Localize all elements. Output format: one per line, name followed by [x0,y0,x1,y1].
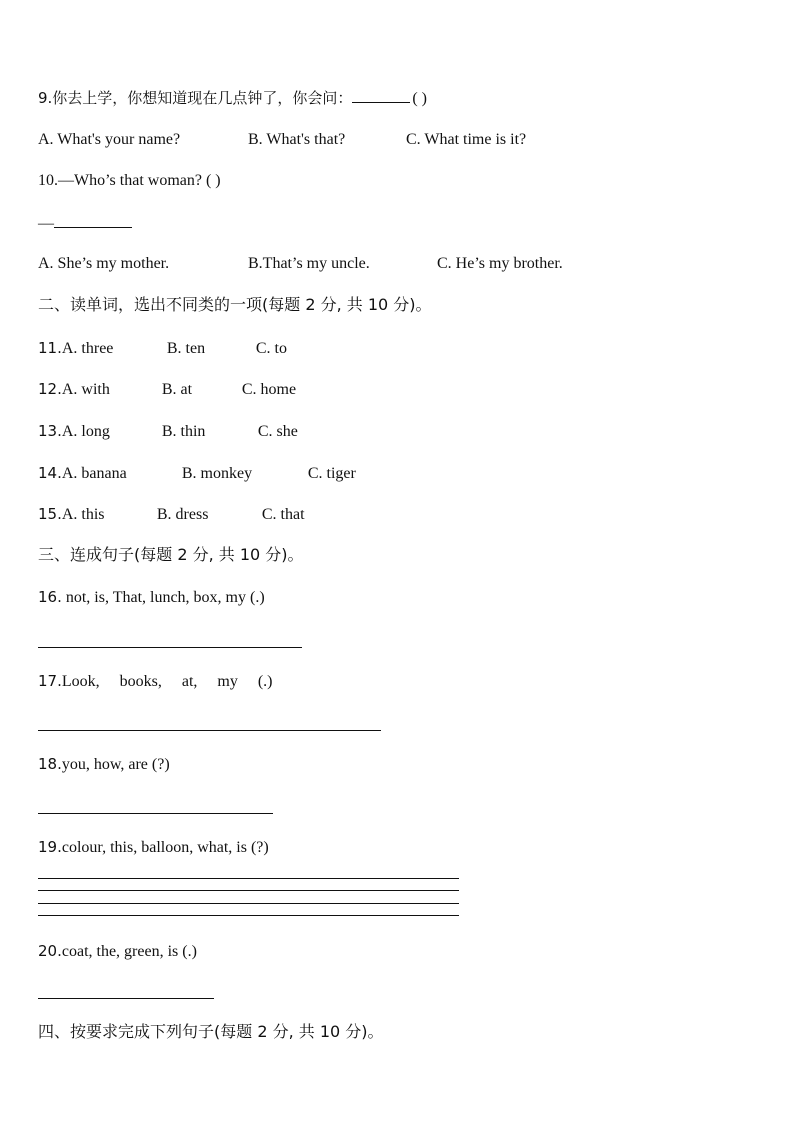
question-number: 15. [38,505,62,523]
answer-line[interactable] [38,730,381,731]
question-16 [38,587,265,608]
question-10 [38,171,221,191]
question-17 [38,671,273,692]
option-a: A. this [61,506,105,523]
question-13 [38,421,298,442]
question-number: 18. [38,755,62,773]
question-words: you, how, are (?) [61,756,170,773]
question-words: colour, this, balloon, what, is (?) [61,839,269,856]
answer-blank[interactable] [352,88,410,103]
section-2-heading: 二、读单词，选出不同类的一项(每题 2 分, 共 10 分)。 [38,295,432,314]
answer-line[interactable] [38,915,459,916]
option-b: B. ten [166,340,206,357]
question-number: 11. [38,339,62,357]
option-c: C. What time is it? [406,131,527,148]
dash: — [38,215,54,232]
option-a: A. with [61,381,110,398]
option-c: C. home [241,381,297,398]
question-words: coat, the, green, is (.) [61,943,197,960]
option-a: A. What's your name? [38,131,181,148]
option-a: A. She’s my mother. [38,255,170,272]
option-c: C. that [261,506,305,523]
question-18 [38,754,170,775]
option-c: C. she [257,423,298,440]
question-9 [38,88,427,109]
question-12 [38,379,296,400]
option-b: B. What's that? [248,131,346,148]
option-b: B. monkey [181,465,253,482]
question-number: 19. [38,838,62,856]
answer-line[interactable] [38,903,459,904]
answer-line[interactable] [38,998,214,999]
answer-line[interactable] [38,813,273,814]
question-14 [38,463,356,484]
option-c: C. to [255,340,287,357]
question-15 [38,504,305,525]
question-number: 14. [38,464,62,482]
question-words: Look, books, at, my (.) [61,673,273,690]
question-9-prompt: 9.你去上学，你想知道现在几点钟了，你会问： [38,89,353,107]
option-a: A. three [61,340,114,357]
option-a: A. banana [61,465,127,482]
section-4-heading: 四、按要求完成下列句子(每题 2 分, 共 10 分)。 [38,1022,384,1041]
question-20 [38,941,197,962]
answer-line[interactable] [38,647,302,648]
option-c: C. tiger [307,465,356,482]
option-b: B. dress [156,506,209,523]
question-number: 13. [38,422,62,440]
question-10-prompt: 10.—Who’s that woman? ( ) [38,172,221,189]
option-b: B. thin [161,423,206,440]
section-3-heading: 三、连成句子(每题 2 分, 共 10 分)。 [38,545,304,564]
option-b: B.That’s my uncle. [248,255,370,272]
question-number: 17. [38,672,62,690]
answer-line[interactable] [38,878,459,879]
question-words: not, is, That, lunch, box, my (.) [61,589,265,606]
option-a: A. long [61,423,110,440]
option-c: C. He’s my brother. [437,255,563,272]
option-b: B. at [161,381,193,398]
question-number: 12. [38,380,62,398]
question-11 [38,338,287,359]
answer-blank[interactable] [54,213,132,228]
answer-paren: ( ) [412,90,427,107]
question-10-answer-line [38,213,132,234]
answer-line[interactable] [38,890,459,891]
question-9-options [38,130,526,150]
question-10-options [38,254,563,274]
question-19 [38,837,269,858]
question-number: 16. [38,588,62,606]
question-number: 20. [38,942,62,960]
